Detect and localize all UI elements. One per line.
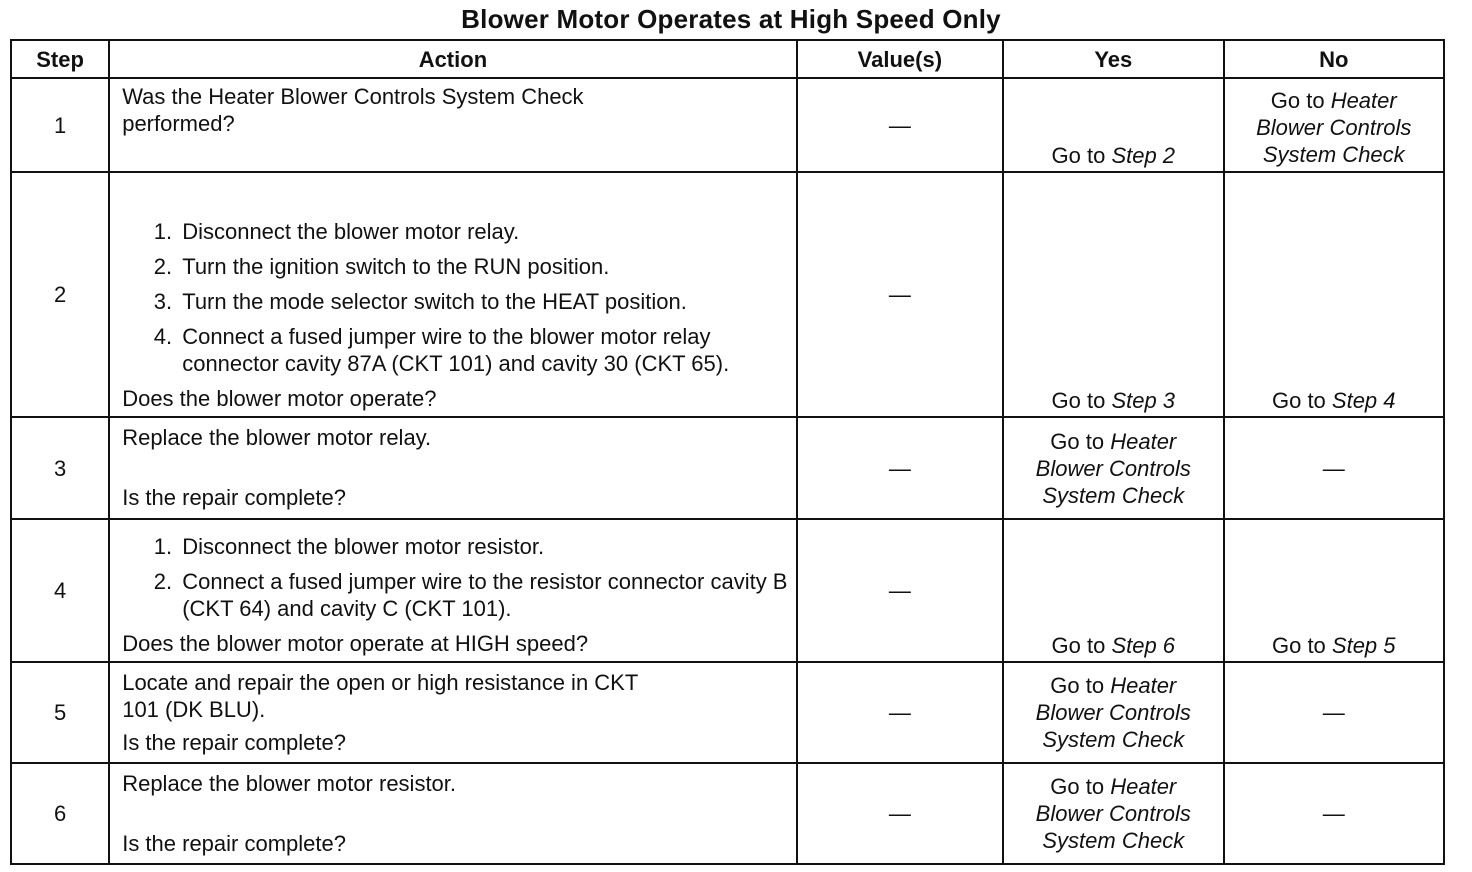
- header-action: Action: [109, 40, 796, 78]
- no-cell: [1224, 172, 1444, 417]
- action-text: Was the Heater Blower Controls System Check performed?: [122, 84, 584, 136]
- yes-prefix: Go to: [1051, 143, 1112, 168]
- step-number: 5: [11, 662, 109, 763]
- step-number: 6: [11, 763, 109, 864]
- yes-cell: [1003, 172, 1223, 417]
- value-cell: —: [797, 763, 1003, 864]
- action-question: Is the repair complete?: [122, 831, 346, 856]
- yes-prefix: Go to: [1051, 388, 1112, 413]
- action-text: Replace the blower motor resistor.: [122, 771, 457, 796]
- yes-link[interactable]: Heater Blower Controls System Check: [1035, 774, 1191, 853]
- action-cell: [109, 78, 796, 172]
- table-row: [11, 662, 1444, 763]
- step-number: 1: [11, 78, 109, 172]
- no-cell: [1224, 78, 1444, 172]
- value-cell: —: [797, 519, 1003, 662]
- no-prefix: Go to: [1271, 388, 1332, 413]
- no-link[interactable]: Heater Blower Controls System Check: [1256, 87, 1412, 167]
- value-cell: —: [797, 172, 1003, 417]
- no-link[interactable]: Step 5: [1331, 633, 1396, 658]
- action-question: Is the repair complete?: [122, 485, 346, 510]
- action-cell: [109, 172, 796, 417]
- header-values: Value(s): [797, 40, 1003, 78]
- step-number: 3: [11, 417, 109, 519]
- yes-link[interactable]: Step 6: [1111, 633, 1176, 658]
- yes-cell: [1003, 519, 1223, 662]
- header-step: Step: [11, 40, 109, 78]
- action-steps-list: [122, 533, 789, 622]
- value-cell: —: [797, 662, 1003, 763]
- header-yes: Yes: [1003, 40, 1223, 78]
- action-step-item: 4. Connect a fused jumper wire to the blower motor relay connector cavity 87A (CKT 101) and cavity 30 (CKT 65).: [178, 323, 789, 377]
- action-cell: [109, 519, 796, 662]
- action-cell: [109, 417, 796, 519]
- yes-prefix: Go to: [1050, 428, 1111, 454]
- yes-link[interactable]: Heater Blower Controls System Check: [1035, 428, 1191, 508]
- action-question: Does the blower motor operate at HIGH speed?: [122, 631, 589, 656]
- no-cell: —: [1224, 662, 1444, 763]
- yes-link[interactable]: Step 3: [1111, 388, 1176, 413]
- action-step-item: 1. Disconnect the blower motor relay.: [178, 218, 789, 245]
- no-cell: —: [1224, 417, 1444, 519]
- yes-cell: [1003, 78, 1223, 172]
- yes-link[interactable]: Step 2: [1111, 143, 1176, 168]
- diagnostic-table: [10, 39, 1445, 865]
- value-cell: —: [797, 78, 1003, 172]
- page-title: Blower Motor Operates at High Speed Only: [461, 4, 1001, 34]
- action-step-item: 2. Connect a fused jumper wire to the resistor connector cavity B (CKT 64) and cavity C (CKT 101).: [178, 568, 789, 622]
- yes-prefix: Go to: [1050, 673, 1111, 698]
- yes-link[interactable]: Heater Blower Controls System Check: [1035, 673, 1191, 752]
- step-number: 2: [11, 172, 109, 417]
- step-number: 4: [11, 519, 109, 662]
- action-cell: [109, 763, 796, 864]
- action-step-item: 2. Turn the ignition switch to the RUN position.: [178, 253, 789, 280]
- no-prefix: Go to: [1271, 633, 1332, 658]
- header-row: [11, 40, 1444, 78]
- table-row: [11, 78, 1444, 172]
- no-prefix: Go to: [1270, 87, 1331, 113]
- yes-prefix: Go to: [1051, 633, 1112, 658]
- action-text: Replace the blower motor relay.: [122, 425, 432, 450]
- yes-cell: [1003, 662, 1223, 763]
- action-cell: [109, 662, 796, 763]
- yes-cell: [1003, 763, 1223, 864]
- no-link[interactable]: Step 4: [1331, 388, 1396, 413]
- table-row: [11, 417, 1444, 519]
- no-cell: —: [1224, 763, 1444, 864]
- table-row: [11, 519, 1444, 662]
- value-cell: —: [797, 417, 1003, 519]
- no-cell: [1224, 519, 1444, 662]
- action-question: Is the repair complete?: [122, 730, 346, 755]
- yes-prefix: Go to: [1050, 774, 1111, 799]
- action-text: Locate and repair the open or high resistance in CKT 101 (DK BLU).: [122, 670, 638, 722]
- header-no: No: [1224, 40, 1444, 78]
- table-row: [11, 763, 1444, 864]
- action-step-item: 3. Turn the mode selector switch to the HEAT position.: [178, 288, 789, 315]
- table-row: [11, 172, 1444, 417]
- action-steps-list: [122, 218, 789, 377]
- action-step-item: 1. Disconnect the blower motor resistor.: [178, 533, 789, 560]
- yes-cell: [1003, 417, 1223, 519]
- action-question: Does the blower motor operate?: [122, 386, 437, 411]
